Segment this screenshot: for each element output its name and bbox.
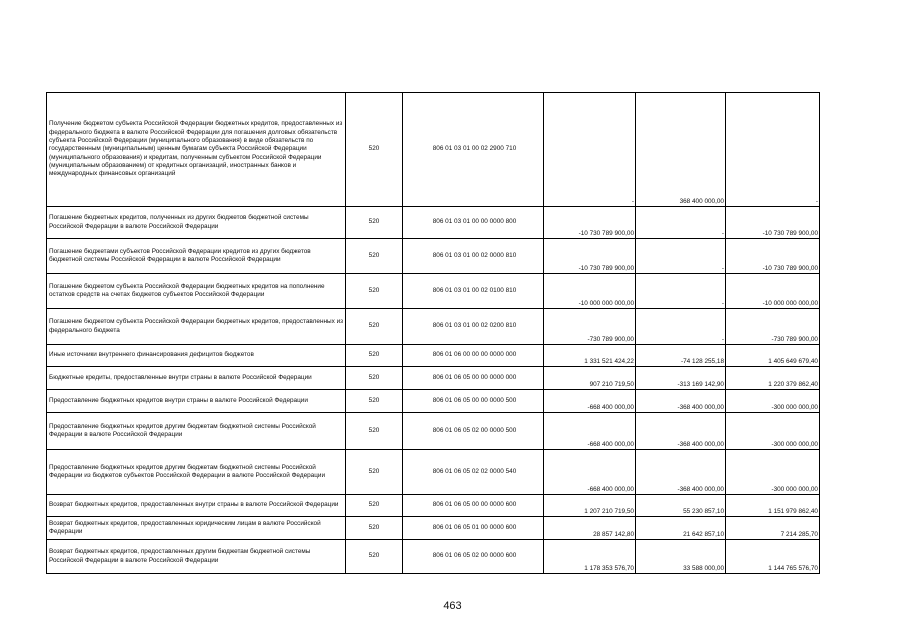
table-row (47, 367, 820, 390)
row-kbk: 806 01 06 00 00 00 0000 000 (403, 345, 544, 367)
row-value-approved: 28 857 142,80 (544, 517, 636, 540)
table-row (47, 495, 820, 517)
row-value-executed: 33 588 000,00 (636, 540, 726, 574)
row-value-executed: -74 128 255,18 (636, 345, 726, 367)
table-row (47, 309, 820, 345)
table-row (47, 207, 820, 239)
row-value-executed: - (636, 309, 726, 345)
row-name: Бюджетные кредиты, предоставленные внутри страны в валюте Российской Федерации (47, 367, 346, 390)
row-value-executed: -368 400 000,00 (636, 390, 726, 413)
row-value-executed: - (636, 239, 726, 274)
row-value-approved: 1 178 353 576,70 (544, 540, 636, 574)
row-value-unexecuted: 1 405 649 679,40 (726, 345, 820, 367)
page-number: 463 (443, 600, 462, 612)
row-value-unexecuted: -10 730 789 900,00 (726, 239, 820, 274)
row-name: Предоставление бюджетных кредитов внутри страны в валюте Российской Федерации (47, 390, 346, 413)
table-row (47, 274, 820, 309)
row-value-unexecuted: 1 220 379 862,40 (726, 367, 820, 390)
row-value-unexecuted: -300 000 000,00 (726, 390, 820, 413)
row-name: Погашение бюджетом субъекта Российской Федерации бюджетных кредитов на пополнение остатков средств на счетах бюджетов субъектов Российской Федерации (47, 274, 346, 309)
row-kbk: 806 01 06 05 02 00 0000 600 (403, 540, 544, 574)
row-value-approved: - (544, 93, 636, 207)
row-value-unexecuted: -300 000 000,00 (726, 450, 820, 495)
row-value-approved: -730 789 900,00 (544, 309, 636, 345)
row-name: Предоставление бюджетных кредитов другим бюджетам бюджетной системы Российской Федерации из бюджетов субъектов Российской Федерации в валюте Российской Федерации (47, 450, 346, 495)
row-name: Возврат бюджетных кредитов, предоставленных юридическим лицам в валюте Российской Федерации (47, 517, 346, 540)
row-value-unexecuted: -300 000 000,00 (726, 413, 820, 450)
row-value-approved: -668 400 000,00 (544, 413, 636, 450)
row-value-unexecuted: 1 151 979 862,40 (726, 495, 820, 517)
row-value-unexecuted: 1 144 765 576,70 (726, 540, 820, 574)
row-kbk: 806 01 06 05 00 00 0000 600 (403, 495, 544, 517)
row-name: Иные источники внутреннего финансирования дефицитов бюджетов (47, 345, 346, 367)
row-kbk: 806 01 03 01 00 02 2900 710 (403, 93, 544, 207)
row-value-unexecuted: -730 789 900,00 (726, 309, 820, 345)
row-value-unexecuted: -10 000 000 000,00 (726, 274, 820, 309)
row-value-executed: -313 169 142,90 (636, 367, 726, 390)
table-row (47, 540, 820, 574)
row-name: Возврат бюджетных кредитов, предоставленных внутри страны в валюте Российской Федерации (47, 495, 346, 517)
row-code: 520 (346, 239, 403, 274)
row-value-approved: 907 210 719,50 (544, 367, 636, 390)
row-name: Погашение бюджетных кредитов, полученных из других бюджетов бюджетной системы Российской Федерации в валюте Российской Федерации (47, 207, 346, 239)
row-code: 520 (346, 274, 403, 309)
table-row (47, 93, 820, 207)
row-kbk: 806 01 06 05 01 00 0000 600 (403, 517, 544, 540)
row-value-unexecuted: - (726, 93, 820, 207)
row-name: Погашение бюджетами субъектов Российской Федерации кредитов из других бюджетов бюджетной системы Российской Федерации в валюте Российской Федерации (47, 239, 346, 274)
row-value-executed: 21 642 857,10 (636, 517, 726, 540)
row-code: 520 (346, 413, 403, 450)
row-name: Возврат бюджетных кредитов, предоставленных другим бюджетам бюджетной системы Российской Федерации в валюте Российской Федерации (47, 540, 346, 574)
table-row (47, 390, 820, 413)
row-value-executed: 368 400 000,00 (636, 93, 726, 207)
row-kbk: 806 01 03 01 00 02 0200 810 (403, 309, 544, 345)
table-row (47, 450, 820, 495)
table-row (47, 345, 820, 367)
row-code: 520 (346, 450, 403, 495)
table-row (47, 517, 820, 540)
row-value-unexecuted: 7 214 285,70 (726, 517, 820, 540)
row-value-executed: - (636, 274, 726, 309)
table-row (47, 239, 820, 274)
row-value-approved: -668 400 000,00 (544, 450, 636, 495)
row-code: 520 (346, 309, 403, 345)
row-value-approved: 1 207 210 719,50 (544, 495, 636, 517)
row-kbk: 806 01 03 01 00 02 0000 810 (403, 239, 544, 274)
row-kbk: 806 01 03 01 00 00 0000 800 (403, 207, 544, 239)
budget-sources-table (46, 92, 820, 574)
row-value-unexecuted: -10 730 789 900,00 (726, 207, 820, 239)
row-value-executed: - (636, 207, 726, 239)
row-code: 520 (346, 495, 403, 517)
row-name: Предоставление бюджетных кредитов другим бюджетам бюджетной системы Российской Федерации в валюте Российской Федерации (47, 413, 346, 450)
row-code: 520 (346, 207, 403, 239)
row-kbk: 806 01 06 05 02 02 0000 540 (403, 450, 544, 495)
row-value-approved: -10 730 789 900,00 (544, 239, 636, 274)
row-code: 520 (346, 93, 403, 207)
row-kbk: 806 01 03 01 00 02 0100 810 (403, 274, 544, 309)
row-name: Получение бюджетом субъекта Российской Федерации бюджетных кредитов, предоставленных из федерального бюджета в валюте Российской Федерации для погашения долговых обязательств субъекта Российской Федерации (муниципального образования) в виде обязательств по государственным (муниципальным) ценным бумагам субъекта Российской Федерации (муниципального образования) и кредитам, полученным субъектом Российской Федерации (муниципальным образованием) от кредитных организаций, иностранных банков и международных финансовых организаций (47, 93, 346, 207)
row-value-approved: -10 730 789 900,00 (544, 207, 636, 239)
row-kbk: 806 01 06 05 00 00 0000 500 (403, 390, 544, 413)
row-kbk: 806 01 06 05 02 00 0000 500 (403, 413, 544, 450)
row-value-approved: -10 000 000 000,00 (544, 274, 636, 309)
row-value-approved: -668 400 000,00 (544, 390, 636, 413)
row-code: 520 (346, 540, 403, 574)
table-row (47, 413, 820, 450)
row-value-approved: 1 331 521 424,22 (544, 345, 636, 367)
row-code: 520 (346, 367, 403, 390)
row-value-executed: 55 230 857,10 (636, 495, 726, 517)
row-name: Погашение бюджетом субъекта Российской Федерации бюджетных кредитов, предоставленных из федерального бюджета (47, 309, 346, 345)
row-kbk: 806 01 06 05 00 00 0000 000 (403, 367, 544, 390)
row-code: 520 (346, 517, 403, 540)
row-value-executed: -368 400 000,00 (636, 450, 726, 495)
row-code: 520 (346, 345, 403, 367)
row-code: 520 (346, 390, 403, 413)
row-value-executed: -368 400 000,00 (636, 413, 726, 450)
